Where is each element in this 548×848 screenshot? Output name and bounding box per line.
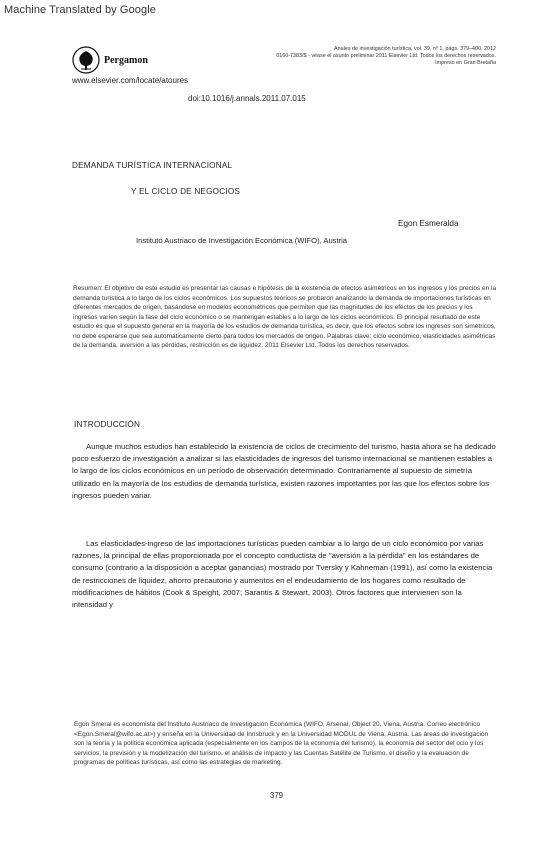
journal-printed-line: Impreso en Gran Bretaña (435, 60, 496, 67)
body-paragraph-1-text: Aunque muchos estudios han establecido la existencia de ciclos de crecimiento del turismo, hasta ahora se ha dedicado poco esfuerzo de investigación a analizar si las elasticidades de ingresos del turismo internacional se mantienen estables a lo largo de los ciclos económicos en un período de observación determinado. Contrariamente al supuesto de simetría utilizado en la mayoría de los estudios de demanda turística, existen razones importantes por las que los efectos sobre los ingresos pueden variar. (72, 442, 496, 500)
body-paragraph-2 (72, 538, 498, 611)
elsevier-tree-icon (72, 46, 100, 74)
logo-wordmark: Pergamon (104, 54, 148, 66)
page-number: 379 (270, 791, 284, 800)
section-heading-introduction: INTRODUCCIÓN (74, 420, 141, 429)
author-footnote: Egon Smeral es economista del Instituto Austríaco de Investigación Económica (WIFO, Arsenal, Object 20, Viena, Austria. Correo electrónico <Egon.Smeral@wifo.ac.at>) y enseña en la Universidad de Innsbruck y en la Universidad MODUL de Viena, Austria. Las áreas de investigación son la teoría y la política económica aplicada (especialmente en los campos de la economía del turismo), la economía del sector del ocio y los servicios, la previsión y la modelización del turismo, el análisis de impacto y las Cuentas Satélite de Turismo, el diseño y la evaluación de programas de políticas turísticas, así como las estrategias de marketing. (74, 721, 489, 767)
journal-copyright-line: 0160-7383/$ - véase el asunto preliminar 2011 Elsevier Ltd. Todos los derechos reservados. (276, 53, 496, 60)
journal-url-link[interactable]: www.elsevier.com/locate/atoures (72, 76, 189, 85)
abstract-text: Resumen: El objetivo de este estudio es presentar las causas e hipótesis de la existencia de efectos asimétricos en los ingresos y los precios en la demanda turística a lo largo de los ciclos económicos. Los supuestos teóricos se probaron analizando la demanda de importaciones turísticas en diferentes mercados de origen, basándose en modelos econométricos que permiten que las magnitudes de los efectos de los precios y los ingresos varíen según la fase del ciclo económico o se mantengan estables a lo largo de los ciclos económicos. El principal resultado de este estudio es que el supuesto general en la mayoría de los estudios de demanda turística, es decir, que los efectos sobre los ingresos son simétricos, no debe esperarse que sea automáticamente cierto para todos los mercados de origen. Palabras clave: ciclo económico, elasticidades asimétricas de la demanda, aversión a las pérdidas, restricción es de liquidez. 2011 Elsevier Ltd. Todos los derechos reservados. (73, 285, 497, 349)
paper-title-line-2: Y EL CICLO DE NEGOCIOS (131, 187, 241, 196)
author-name: Egon Esmeralda (398, 219, 459, 228)
paper-title-line-1: DEMANDA TURÍSTICA INTERNACIONAL (72, 161, 233, 170)
doi-link[interactable]: doi:10.1016/j.annals.2011.07.015 (188, 94, 306, 103)
body-paragraph-2-text: Las elasticidades-ingreso de las importaciones turísticas pueden cambiar a lo largo de un ciclo económico por varias razones, la principal de ellas proporcionada por el concepto conductista de "aversión a la pérdida" en los estándares de consumo (contrario a la disposición a aceptar ganancias) mostrado por Tversky y Kahneman (1991), así como la existencia de restricciones de liquidez, ahorro precautorio y aumentos en el endeudamiento de los hogares como resultado de modificaciones de hábitos (Cook & Speight, 2007; Sarantis & Stewart, 2003). Otros factores que intervienen son la intensidad y (72, 539, 493, 610)
journal-citation-block (250, 46, 496, 68)
publisher-logo (72, 46, 148, 74)
machine-translation-banner: Machine Translated by Google (4, 4, 156, 16)
body-paragraph-1 (72, 441, 498, 502)
author-affiliation: Instituto Austriaco de Investigación Económica (WIFO), Austria (136, 236, 348, 245)
journal-citation-line: Anales de investigación turística, vol. 39, nº 1, págs. 379–400, 2012 (334, 46, 496, 52)
